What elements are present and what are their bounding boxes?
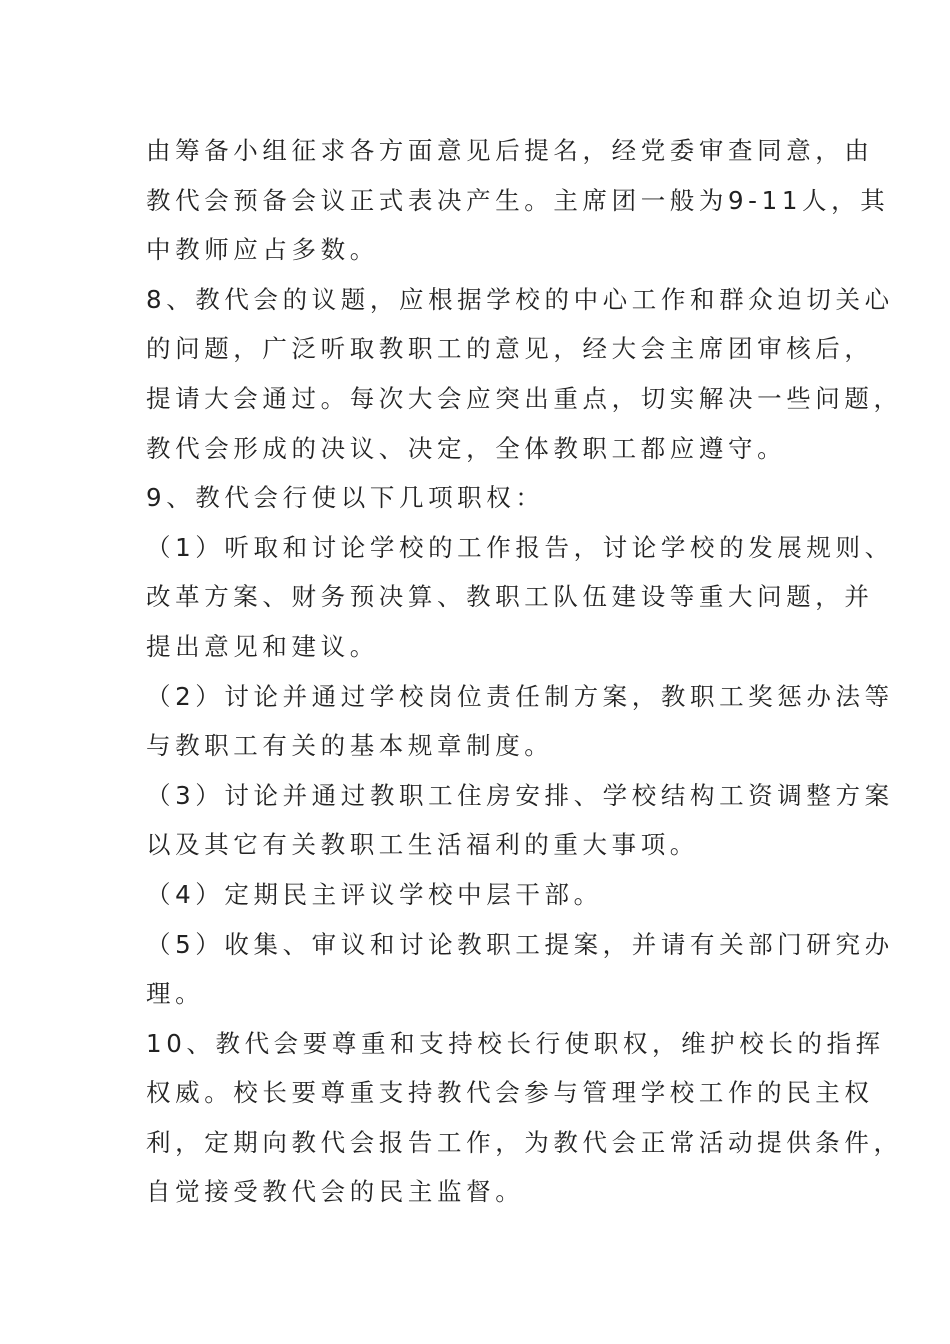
text-line: （1）听取和讨论学校的工作报告，讨论学校的发展规则、 bbox=[146, 532, 894, 562]
text-line: 自觉接受教代会的民主监督。 bbox=[146, 1177, 525, 1207]
text-line: 权威。校长要尊重支持教代会参与管理学校工作的民主权 bbox=[146, 1078, 874, 1108]
text-line: 由筹备小组征求各方面意见后提名，经党委审查同意，由 bbox=[146, 136, 874, 165]
text-line: 改革方案、财务预决算、教职工队伍建设等重大问题，并 bbox=[146, 582, 874, 612]
text-line: 与教职工有关的基本规章制度。 bbox=[146, 731, 554, 761]
text-line: 8、教代会的议题，应根据学校的中心工作和群众迫切关心 bbox=[146, 284, 894, 314]
text-line: 利，定期向教代会报告工作，为教代会正常活动提供条件， bbox=[146, 1127, 903, 1157]
text-line: 中教师应占多数。 bbox=[146, 235, 379, 265]
text-line: 教代会预备会议正式表决产生。主席团一般为9-11人，其 bbox=[146, 185, 890, 215]
text-line: 9、教代会行使以下几项职权： bbox=[146, 483, 545, 513]
text-line: 以及其它有关教职工生活福利的重大事项。 bbox=[146, 830, 699, 860]
text-line: 的问题，广泛听取教职工的意见，经大会主席团审核后， bbox=[146, 334, 874, 364]
text-line: 理。 bbox=[146, 979, 205, 1009]
text-line: （5）收集、审议和讨论教职工提案，并请有关部门研究办 bbox=[146, 929, 894, 959]
text-line: （3）讨论并通过教职工住房安排、学校结构工资调整方案 bbox=[146, 780, 894, 810]
text-line: 提出意见和建议。 bbox=[146, 631, 379, 661]
document-body bbox=[146, 126, 903, 1217]
text-line: 提请大会通过。每次大会应突出重点，切实解决一些问题， bbox=[146, 383, 903, 413]
text-line: （2）讨论并通过学校岗位责任制方案，教职工奖惩办法等 bbox=[146, 681, 894, 711]
text-line: （4）定期民主评议学校中层干部。 bbox=[146, 879, 603, 909]
text-line: 10、教代会要尊重和支持校长行使职权，维护校长的指挥 bbox=[146, 1028, 885, 1058]
text-line: 教代会形成的决议、决定，全体教职工都应遵守。 bbox=[146, 433, 787, 463]
